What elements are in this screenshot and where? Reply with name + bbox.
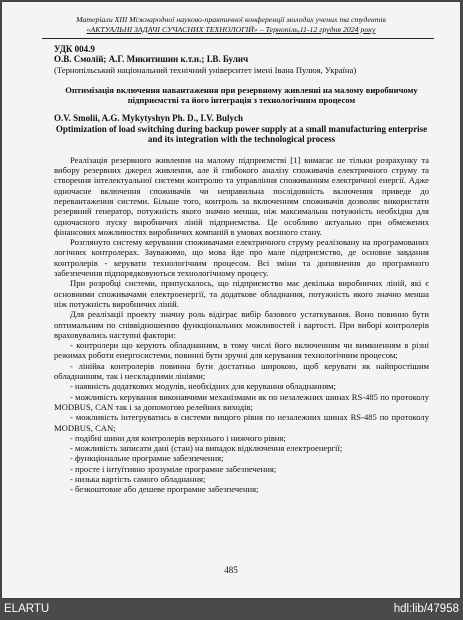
header-line-1: Матеріали ХІІІ Міжнародної науково-практичної конференції молодих учених та студентів [76, 15, 386, 24]
header-line-2: «АКТУАЛЬНІ ЗАДАЧІ СУЧАСНИХ ТЕХНОЛОГІЙ» – Тернопіль,11-12 грудня 2024 року [86, 25, 376, 34]
authors-ukrainian: О.В. Смолій; А.Г. Микитишин к.т.н.; І.В. Булич [54, 54, 249, 65]
paragraph: Реалізація резервного живлення на малому підприємстві [1] вимагає не тільки розрахунку та вибору резервних джерел живлення, але й глибокого аналізу споживачів електричного струму та створення інтелектуальної системи контролю та управління споживанням електричної енергії. Адже одночасне включення споживачів чи неправильна послідовність включення приведе до перевантаження системи. Більше того, контроль за включенням споживачів дозволяє використати резервний генератор, потужність якого значно менша, ніж максимальна потужність необхідна для одночасного пуску виробничих ліній підприємства. Це особливо актуально при обмежених фінансових можливостях виробничих компаній в умовах воєнного стану. [54, 154, 429, 237]
list-item: - можливість керування виконавчими механізмами як по незалежних шинах RS-485 по протоколу MODBUS, CAN так і за допомогою релейних виходів; [54, 391, 429, 412]
list-item: - лінійка контролерів повинна бути достатньо широкою, щоб керувати як найпростішим обладнанням, так і нескладними лініями; [54, 360, 429, 382]
list-item: - просте і інтуїтивно зрозуміле програмне забезпечення; [70, 463, 277, 474]
list-item: - наявність додаткових модулів, необхідних для керування обладнанням; [70, 381, 336, 392]
repository-footer [0, 599, 463, 620]
paragraph: Розглянуто систему керування споживачами електричного струму реалізовану на програмованих логічних контролерах. Зауважимо, що мова йде про мале підприємство, де основне завдання контролерів - керувати технологічним процесом. Всі зміни та доповнення до програмного забезпечення підпорядковуються технологічному процесу. [54, 237, 429, 279]
list-item: - низька вартість самого обладнання; [70, 473, 206, 484]
list-item: - можливість інтегруватись в системи вищого рівня по незалежних шинах RS-485 по протоколу MODBUS, CAN; [54, 412, 429, 433]
paragraph: При розробці системи, припускалось, що підприємство має декілька виробничих ліній, які є основними споживачами електроенергії, та додаткове обладнання, потужність якого значно менша ніж потужність виробничих ліній. [54, 278, 429, 309]
page-number: 485 [224, 565, 238, 575]
header-divider [42, 38, 434, 39]
list-item: - безкоштовне або дешеве програмне забезпечення; [70, 484, 259, 495]
conference-header [22, 15, 440, 35]
document-page [2, 2, 460, 598]
list-item: - контролери що керують обладнанням, в тому числі його включенням чи вимкненням в різні режимах роботи енергосистеми, повинні бути зручні для керування технологічним процесом; [54, 340, 429, 361]
affiliation: (Тернопільський національний технічний університет імені Івана Пулюя, Україна) [54, 64, 357, 75]
article-body [54, 44, 429, 495]
handle-identifier: hdl:lib/47958 [393, 603, 459, 615]
udk-code: УДК 004.9 [54, 44, 95, 54]
list-item: - функціональне програмне забезпечення; [70, 453, 224, 464]
authors-english: O.V. Smolii, A.G. Mykytyshyn Ph. D., I.V. Bulych [54, 113, 243, 124]
list-item: - подібні шини для контролерів верхнього і нижчого рівня; [70, 432, 286, 443]
title-english: Optimization of load switching during backup power supply at a small manufacturing enterprise and its integration with the technological process [55, 123, 428, 145]
repository-name: ELARTU [4, 603, 50, 615]
title-ukrainian: Оптимізація включення навантаження при резервному живленні на малому виробничому підприємстві та його інтеграція з технологічним процесом [65, 84, 418, 106]
list-item: - можливість записати дані (стан) на випадок відключення електроенергії; [70, 443, 343, 454]
paragraph: Для реалізації проекту значну роль відіграє вибір базового устаткування. Воно повинно бути оптимальним по співвідношенню функціональних можливостей і вартості. При виборі контролерів враховувались наступні фактори: [54, 309, 429, 340]
